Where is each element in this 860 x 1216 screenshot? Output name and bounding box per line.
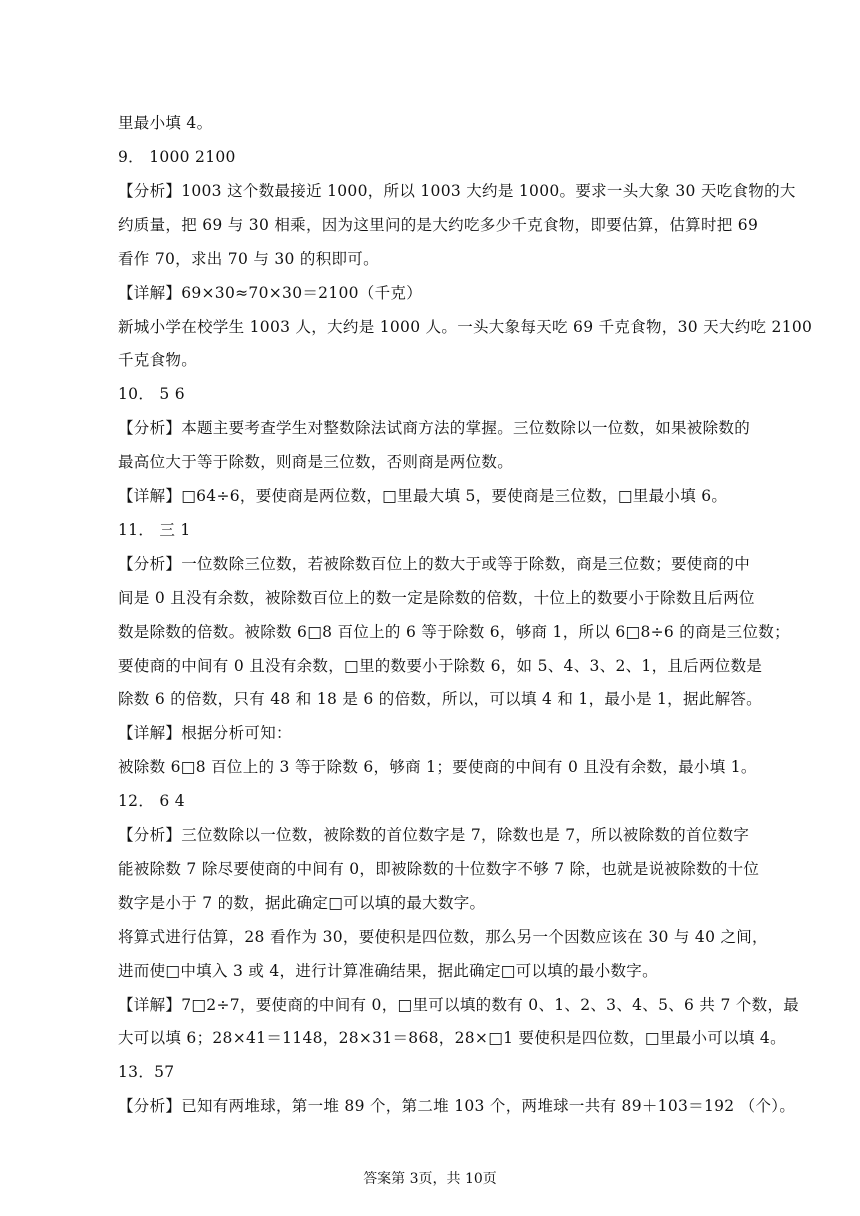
text-line: 能被除数 7 除尽要使商的中间有 0，即被除数的十位数字不够 7 除，也就是说被除数的十位 bbox=[118, 860, 760, 878]
text-line: 除数 6 的倍数，只有 48 和 18 是 6 的倍数，所以，可以填 4 和 1，最小是 1，据此解答。 bbox=[118, 690, 762, 708]
text-line: 将算式进行估算，28 看作为 30，要使积是四位数，那么另一个因数应该在 30 与 40 之间， bbox=[118, 928, 768, 946]
text-line: 约质量，把 69 与 30 相乘，因为这里问的是大约吃多少千克食物，即要估算，估算时把 69 bbox=[118, 216, 759, 234]
text-line: 【分析】三位数除以一位数，被除数的首位数字是 7，除数也是 7，所以被除数的首位数字 bbox=[118, 826, 750, 844]
text-line: 【详解】7□2÷7，要使商的中间有 0，□里可以填的数有 0、1、2、3、4、5、6 共 7 个数，最 bbox=[118, 996, 800, 1014]
text-line: 【分析】本题主要考查学生对整数除法试商方法的掌握。三位数除以一位数，如果被除数的 bbox=[118, 419, 751, 437]
text-line: 进而使□中填入 3 或 4，进行计算准确结果，据此确定□可以填的最小数字。 bbox=[118, 962, 658, 980]
text-line: 新城小学在校学生 1003 人，大约是 1000 人。一头大象每天吃 69 千克食物，30 天大约吃 2100 bbox=[118, 318, 813, 336]
text-line: 数字是小于 7 的数，据此确定□可以填的最大数字。 bbox=[118, 894, 486, 912]
text-line: 被除数 6□8 百位上的 3 等于除数 6，够商 1；要使商的中间有 0 且没有余数，最小填 1。 bbox=[118, 758, 757, 776]
text-line: 【详解】□64÷6，要使商是两位数，□里最大填 5，要使商是三位数，□里最小填 6。 bbox=[118, 487, 728, 505]
text-line: 千克食物。 bbox=[118, 351, 198, 369]
answer-line-12: 12． 6 4 bbox=[118, 792, 185, 810]
text-line: 看作 70，求出 70 与 30 的积即可。 bbox=[118, 250, 379, 268]
text-line: 【详解】69×30≈70×30＝2100（千克） bbox=[118, 284, 423, 302]
answer-line-13: 13．57 bbox=[118, 1063, 175, 1081]
text-line: 最高位大于等于除数，则商是三位数，否则商是两位数。 bbox=[118, 453, 514, 471]
text-line: 【分析】1003 这个数最接近 1000，所以 1003 大约是 1000。要求一头大象 30 天吃食物的大 bbox=[118, 182, 796, 200]
text-line: 间是 0 且没有余数，被除数百位上的数一定是除数的倍数，十位上的数要小于除数且后两位 bbox=[118, 589, 755, 607]
text-line: 要使商的中间有 0 且没有余数，□里的数要小于除数 6，如 5、4、3、2、1，且后两位数是 bbox=[118, 657, 763, 675]
text-line: 里最小填 4。 bbox=[118, 114, 213, 132]
text-line: 数是除数的倍数。被除数 6□8 百位上的 6 等于除数 6，够商 1，所以 6□8÷6 的商是三位数； bbox=[118, 623, 790, 641]
text-line: 大可以填 6；28×41＝1148，28×31＝868，28×□1 要使积是四位数，□里最小可以填 4。 bbox=[118, 1029, 786, 1047]
text-line: 【详解】根据分析可知： bbox=[118, 724, 292, 742]
text-line: 【分析】已知有两堆球，第一堆 89 个，第二堆 103 个，两堆球一共有 89＋103＝192 （个）。 bbox=[118, 1097, 796, 1115]
text-line: 【分析】一位数除三位数，若被除数百位上的数大于或等于除数，商是三位数；要使商的中 bbox=[118, 555, 751, 573]
answer-line-9: 9． 1000 2100 bbox=[118, 148, 236, 166]
page-footer: 答案第 3页，共 10页 bbox=[363, 1171, 497, 1187]
answer-line-10: 10． 5 6 bbox=[118, 385, 185, 403]
answer-line-11: 11． 三 1 bbox=[118, 521, 191, 539]
